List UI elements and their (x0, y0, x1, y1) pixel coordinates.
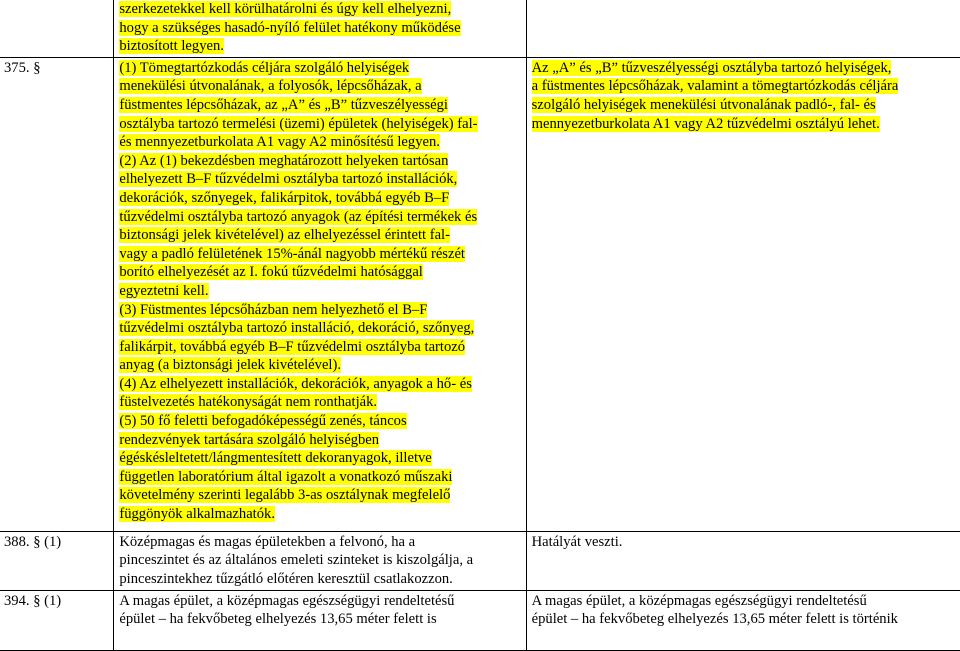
text-line: és mennyezetburkolata A1 vagy A2 minősítésű legyen. (119, 134, 440, 151)
text-line: falikárpit, továbbá egyéb B–F tűzvédelmi osztályba tartozó (119, 338, 466, 355)
table-row (0, 590, 960, 650)
new-text-cell (526, 590, 960, 650)
text-line: vagy a padló felületének 15%-ánál nagyobb mértékű részét (119, 245, 465, 262)
text-line: osztályba tartozó termelési (üzemi) épületek (helyiségek) fal- (119, 115, 478, 132)
text-line: pinceszintet és az általános emeleti szinteket is kiszolgálja, a (119, 552, 474, 569)
text-line: szolgáló helyiségek menekülési útvonalának padló-, fal- és (531, 96, 876, 113)
text-line: épület – ha fekvőbeteg elhelyezés 13,65 méter felett is (119, 611, 437, 628)
text-line: borító elhelyezését az I. fokú tűzvédelmi hatósággal (119, 264, 423, 281)
text-line: A magas épület, a középmagas egészségügyi rendeltetésű (531, 592, 867, 609)
text-line: menekülési útvonalának, a folyosók, lépcsőházak, a (119, 78, 422, 95)
section-number-cell (0, 590, 114, 650)
section-number: 388. § (1) (4, 533, 62, 550)
original-text-cell (114, 0, 526, 57)
text-line: szerkezetekkel kell körülhatárolni és úgy kell elhelyezni, (119, 1, 452, 17)
text-line: anyag (a biztonsági jelek kivételével). (119, 357, 341, 374)
text-line: elhelyezett B–F tűzvédelmi osztályba tartozó installációk, (119, 171, 458, 188)
text-line: füstmentes lépcsőházak, az „A” és „B” tűzveszélyességi (119, 96, 448, 113)
new-text-cell (526, 57, 960, 531)
text-line: Középmagas és magas épületekben a felvonó, ha a (119, 533, 416, 550)
new-text-cell (526, 531, 960, 590)
text-line: követelmény szerinti legalább 3-as osztálynak megfelelő (119, 487, 451, 504)
original-text-cell (114, 590, 526, 650)
text-line: tűzvédelmi osztályba tartozó anyagok (az építési termékek és (119, 208, 478, 225)
text-line: Hatályát veszti. (531, 533, 623, 550)
text-line: (5) 50 fő feletti befogadóképességű zenés, táncos (119, 413, 407, 430)
table-row (0, 57, 960, 531)
section-number-cell (0, 0, 114, 57)
section-number: 375. § (4, 59, 41, 76)
text-line: füstelvezetés hatékonyságát nem ronthatják. (119, 394, 378, 411)
text-line: égéskésleltetett/lángmentesített dekoranyagok, illetve (119, 450, 432, 467)
new-text-cell (526, 0, 960, 57)
paragraph-2 (119, 152, 521, 301)
text-line: Az „A” és „B” tűzveszélyességi osztályba tartozó helyiségek, (531, 59, 892, 76)
text-line: (2) Az (1) bekezdésben meghatározott helyeken tartósan (119, 152, 449, 169)
text-line: biztonsági jelek kivételével) az elhelyezéssel érintett fal- (119, 227, 450, 244)
text-line: hogy a szükséges hasadó-nyíló felület hatékony működése (119, 19, 461, 36)
text-line: (4) Az elhelyezett installációk, dekorációk, anyagok a hő- és (119, 375, 472, 392)
table-row (0, 531, 960, 590)
paragraph-1 (119, 59, 521, 152)
text-line: független laboratórium által igazolt a vonatkozó műszaki (119, 468, 453, 485)
section-number: 394. § (1) (4, 592, 62, 609)
text-line: A magas épület, a középmagas egészségügyi rendeltetésű (119, 592, 455, 609)
text-line: dekorációk, szőnyegek, falikárpitok, továbbá egyéb B–F (119, 189, 450, 206)
text-line: épület – ha fekvőbeteg elhelyezés 13,65 méter felett is történik (531, 611, 898, 628)
text-line: függönyök alkalmazhatók. (119, 506, 275, 523)
table-row (0, 0, 960, 57)
text-line: (1) Tömegtartózkodás céljára szolgáló helyiségek (119, 59, 410, 76)
paragraph-5 (119, 412, 521, 524)
paragraph-4 (119, 375, 521, 412)
text-line: egyeztetni kell. (119, 282, 209, 299)
paragraph-3 (119, 301, 521, 375)
text-line: pinceszintekhez tűzgátló előtéren keresztül csatlakozzon. (119, 570, 453, 587)
original-text-cell (114, 57, 526, 531)
text-line: a füstmentes lépcsőházak, valamint a tömegtartózkodás céljára (531, 78, 899, 95)
text-line: mennyezetburkolata A1 vagy A2 tűzvédelmi osztályú lehet. (531, 115, 880, 132)
text-line: biztosított legyen. (119, 38, 224, 55)
text-line: tűzvédelmi osztályba tartozó installáció, dekoráció, szőnyeg, (119, 320, 475, 337)
section-number-cell (0, 57, 114, 531)
text-line: (3) Füstmentes lépcsőházban nem helyezhető el B–F (119, 301, 428, 318)
original-text-cell (114, 531, 526, 590)
text-line: rendezvények tartására szolgáló helyiségben (119, 431, 380, 448)
section-number-cell (0, 531, 114, 590)
